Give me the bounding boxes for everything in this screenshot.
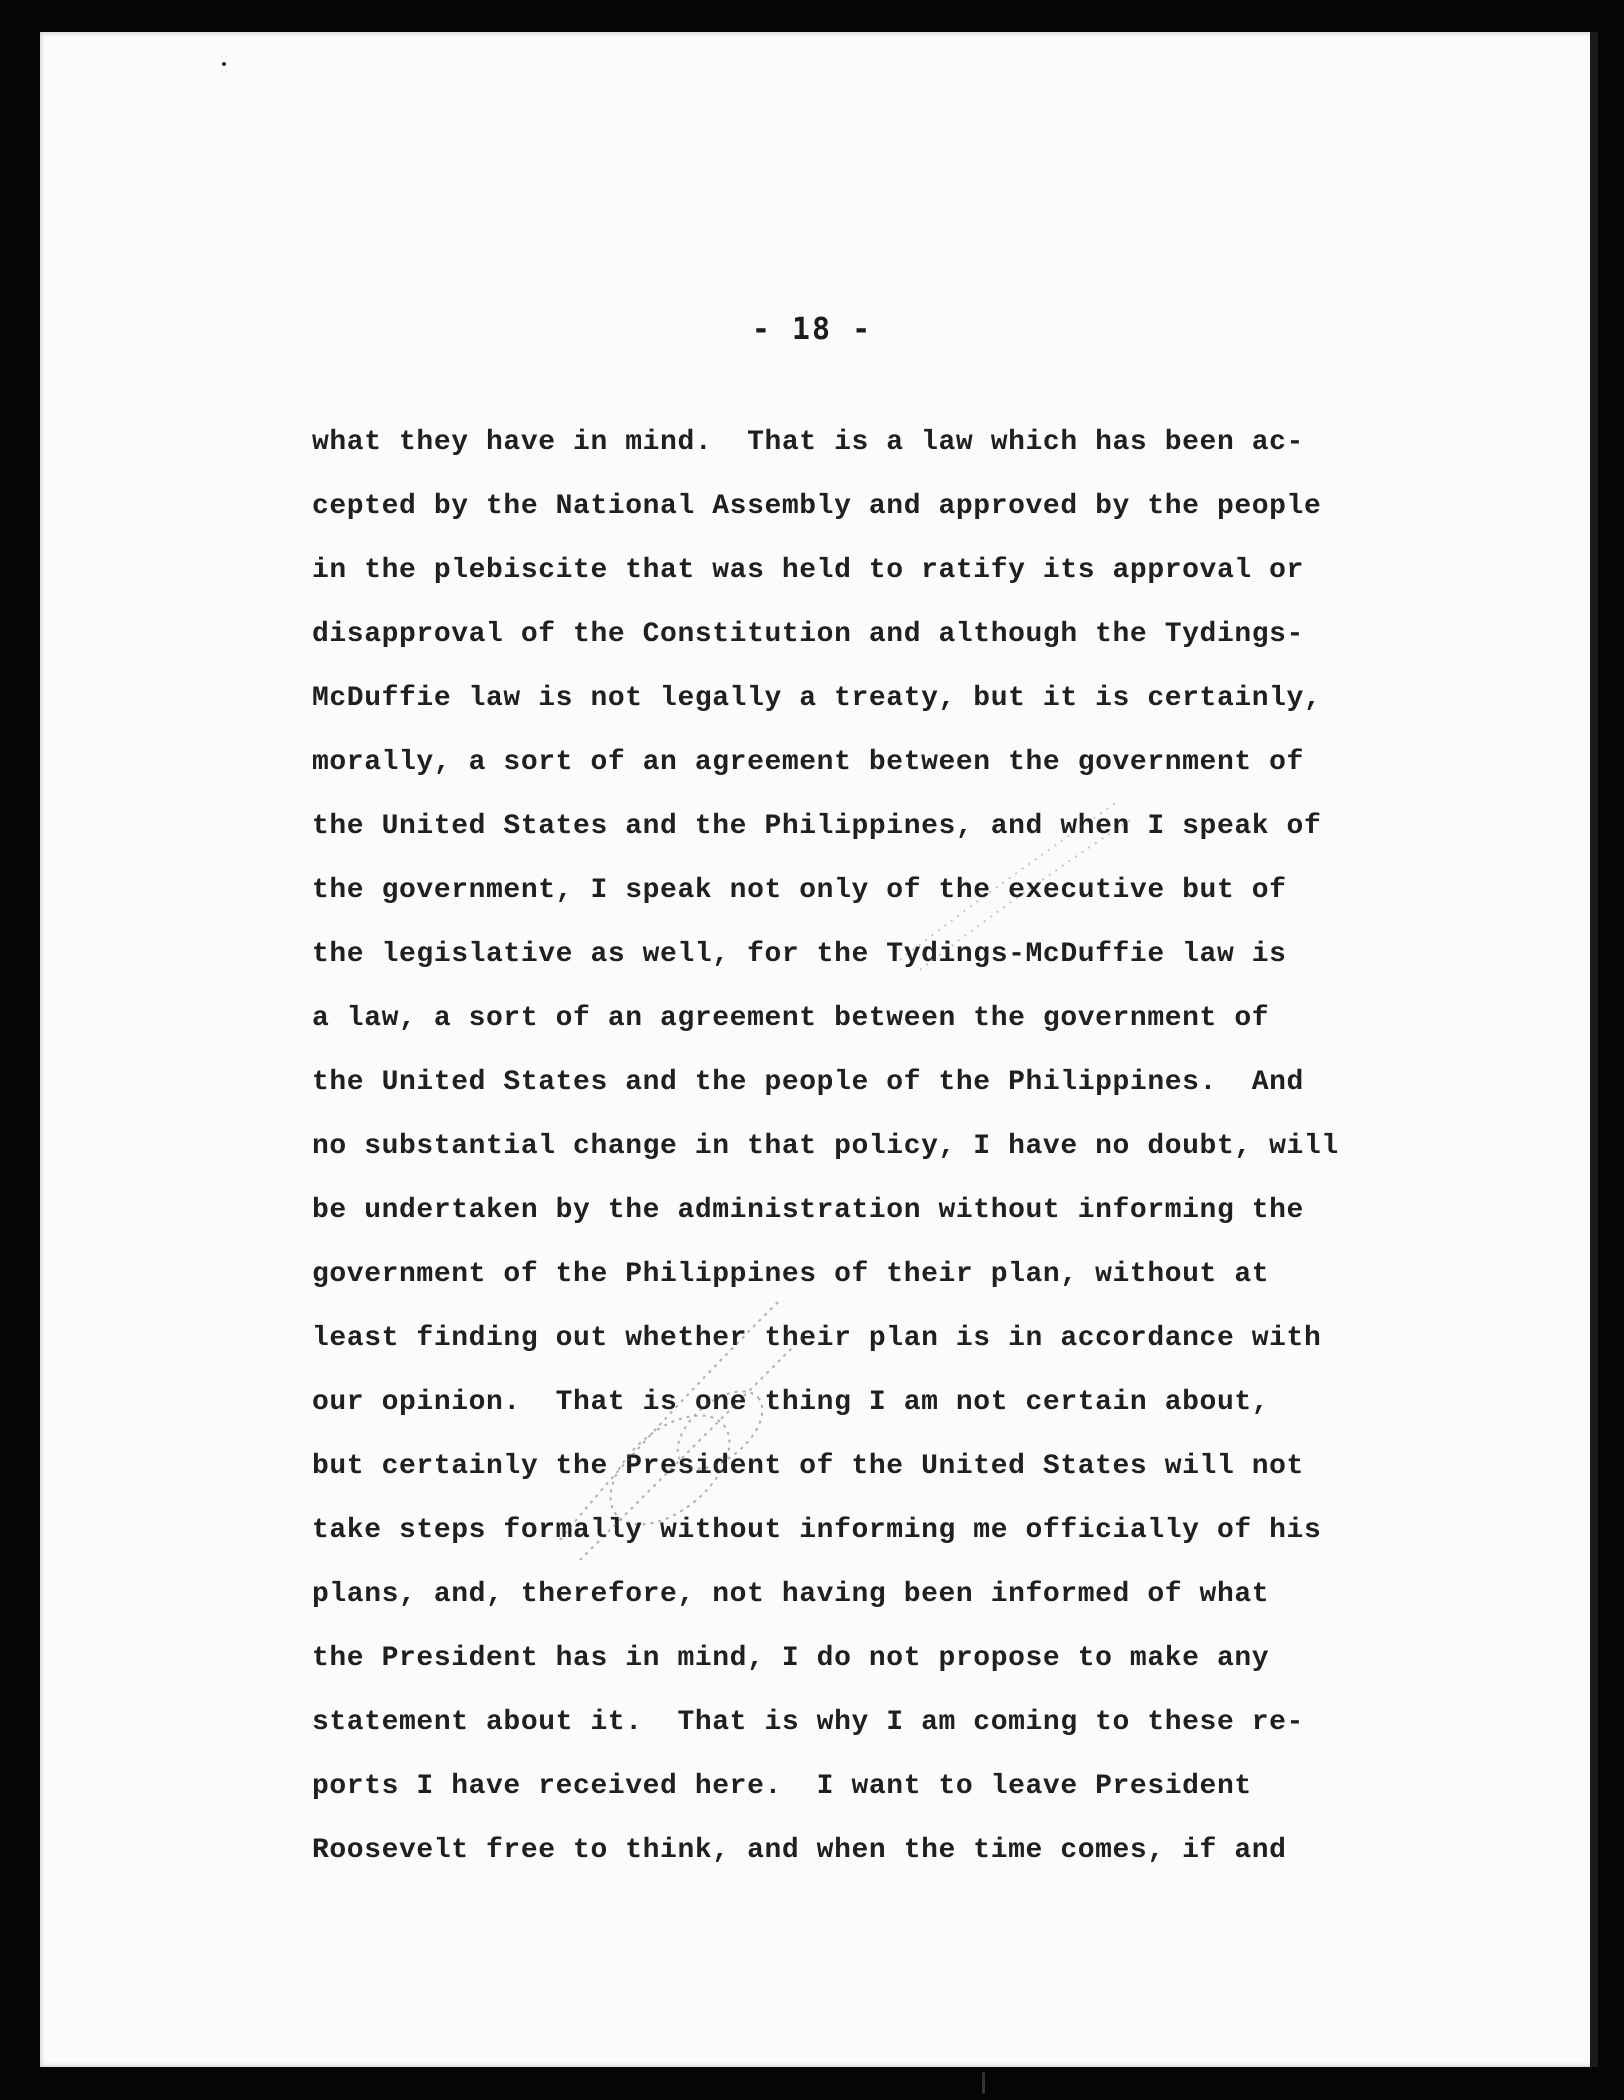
text-line: what they have in mind. That is a law which has been ac- — [312, 427, 1304, 458]
text-line: government of the Philippines of their plan, without at — [312, 1259, 1270, 1290]
text-line: but certainly the President of the United States will not — [312, 1451, 1304, 1482]
text-line: the United States and the people of the Philippines. And — [312, 1067, 1304, 1098]
text-line: a law, a sort of an agreement between the government of — [312, 1003, 1270, 1034]
text-line: McDuffie law is not legally a treaty, but it is certainly, — [312, 683, 1322, 714]
text-line: disapproval of the Constitution and although the Tydings- — [312, 619, 1304, 650]
text-line: ports I have received here. I want to leave President — [312, 1771, 1252, 1802]
text-line: the President has in mind, I do not propose to make any — [312, 1643, 1270, 1674]
text-line: statement about it. That is why I am coming to these re- — [312, 1707, 1304, 1738]
text-line: take steps formally without informing me officially of his — [312, 1515, 1322, 1546]
text-line: Roosevelt free to think, and when the time comes, if and — [312, 1835, 1287, 1866]
text-line: cepted by the National Assembly and approved by the people — [312, 491, 1322, 522]
text-line: be undertaken by the administration without informing the — [312, 1195, 1304, 1226]
scan-speck — [222, 62, 226, 66]
scan-speck — [982, 2072, 985, 2094]
text-line: the United States and the Philippines, and when I speak of — [312, 811, 1322, 842]
text-line: no substantial change in that policy, I have no doubt, will — [312, 1131, 1339, 1162]
text-line: the legislative as well, for the Tydings-McDuffie law is — [312, 939, 1287, 970]
text-line: in the plebiscite that was held to ratify its approval or — [312, 555, 1304, 586]
text-line: morally, a sort of an agreement between the government of — [312, 747, 1304, 778]
text-line: the government, I speak not only of the executive but of — [312, 875, 1287, 906]
body-text — [312, 411, 1492, 1883]
text-line: plans, and, therefore, not having been informed of what — [312, 1579, 1270, 1610]
page-number: - 18 - — [751, 312, 873, 347]
text-line: least finding out whether their plan is in accordance with — [312, 1323, 1322, 1354]
text-line: our opinion. That is one thing I am not certain about, — [312, 1387, 1270, 1418]
